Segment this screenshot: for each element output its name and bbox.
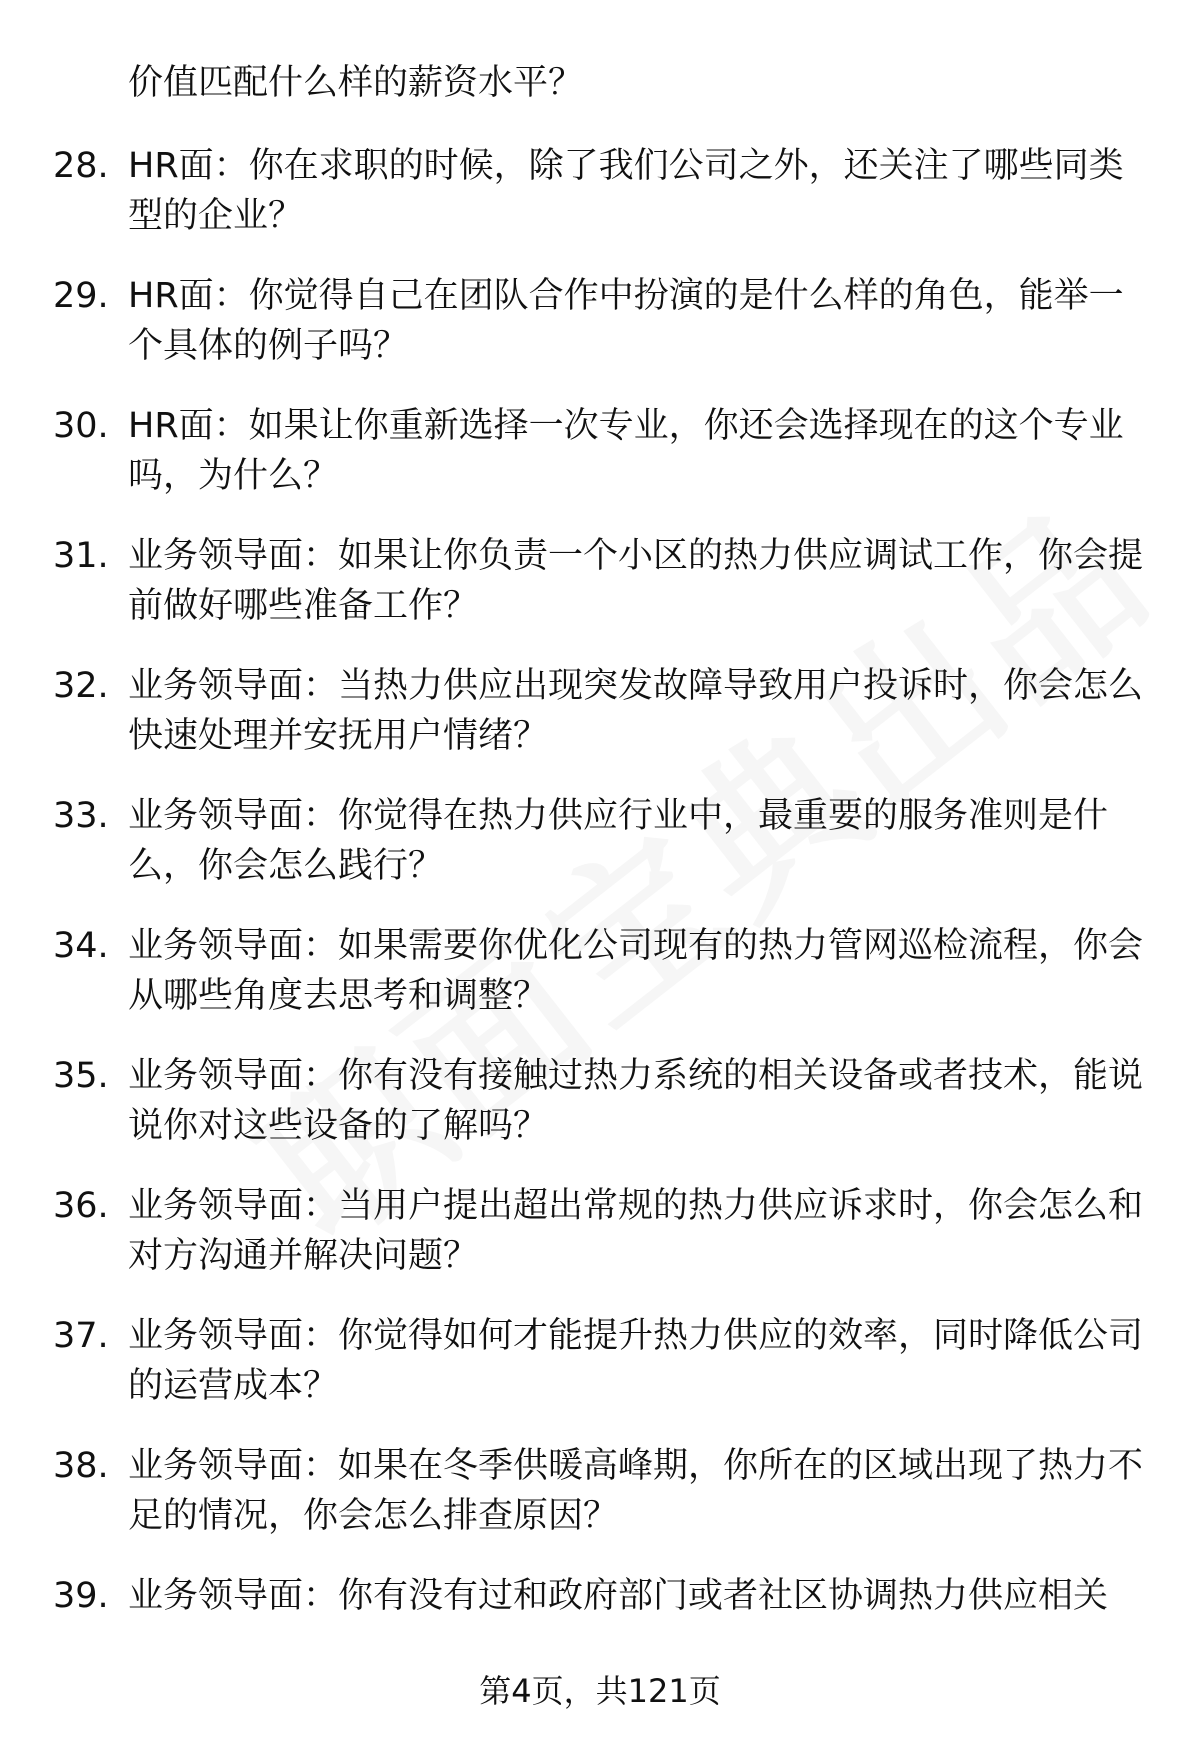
question-item [0, 661, 1200, 791]
question-item [0, 791, 1200, 921]
question-text: 业务领导面：如果让你负责一个小区的热力供应调试工作，你会提前做好哪些准备工作？ [128, 536, 1144, 626]
question-text: 业务领导面：你有没有过和政府部门或者社区协调热力供应相关 [128, 1576, 1109, 1616]
question-number: 37. [53, 1316, 109, 1356]
question-text: 业务领导面：如果需要你优化公司现有的热力管网巡检流程，你会从哪些角度去思考和调整？ [128, 926, 1144, 1016]
question-item [0, 141, 1200, 271]
continuation-text: 价值匹配什么样的薪资水平？ [128, 63, 584, 103]
question-number: 31. [53, 536, 109, 576]
question-item [0, 531, 1200, 661]
question-number: 34. [53, 926, 109, 966]
question-number: 35. [53, 1056, 109, 1096]
question-number: 36. [53, 1186, 109, 1226]
question-text: HR面：你觉得自己在团队合作中扮演的是什么样的角色，能举一个具体的例子吗？ [128, 276, 1124, 366]
question-number: 38. [53, 1446, 109, 1486]
question-list [0, 141, 1200, 1701]
question-number: 33. [53, 796, 109, 836]
question-number: 32. [53, 666, 109, 706]
question-item [0, 921, 1200, 1051]
question-item [0, 1051, 1200, 1181]
question-text: 业务领导面：你觉得在热力供应行业中，最重要的服务准则是什么，你会怎么践行？ [128, 796, 1109, 886]
question-item [0, 401, 1200, 531]
question-text: 业务领导面：你觉得如何才能提升热力供应的效率，同时降低公司的运营成本？ [128, 1316, 1144, 1406]
question-number: 30. [53, 406, 109, 446]
question-item [0, 1311, 1200, 1441]
question-text: 业务领导面：如果在冬季供暖高峰期，你所在的区域出现了热力不足的情况，你会怎么排查原因？ [128, 1446, 1144, 1536]
question-item [0, 1441, 1200, 1571]
question-item [0, 271, 1200, 401]
question-item [0, 1181, 1200, 1311]
question-number: 28. [53, 146, 109, 186]
question-number: 39. [53, 1576, 109, 1616]
question-text: 业务领导面：当用户提出超出常规的热力供应诉求时，你会怎么和对方沟通并解决问题？ [128, 1186, 1144, 1276]
question-number: 29. [53, 276, 109, 316]
question-text: 业务领导面：你有没有接触过热力系统的相关设备或者技术，能说说你对这些设备的了解吗？ [128, 1056, 1144, 1146]
question-text: 业务领导面：当热力供应出现突发故障导致用户投诉时，你会怎么快速处理并安抚用户情绪？ [128, 666, 1144, 756]
page-footer: 第4页，共121页 [479, 1672, 721, 1710]
question-text: HR面：如果让你重新选择一次专业，你还会选择现在的这个专业吗，为什么？ [128, 406, 1124, 496]
question-text: HR面：你在求职的时候，除了我们公司之外，还关注了哪些同类型的企业？ [128, 146, 1124, 236]
